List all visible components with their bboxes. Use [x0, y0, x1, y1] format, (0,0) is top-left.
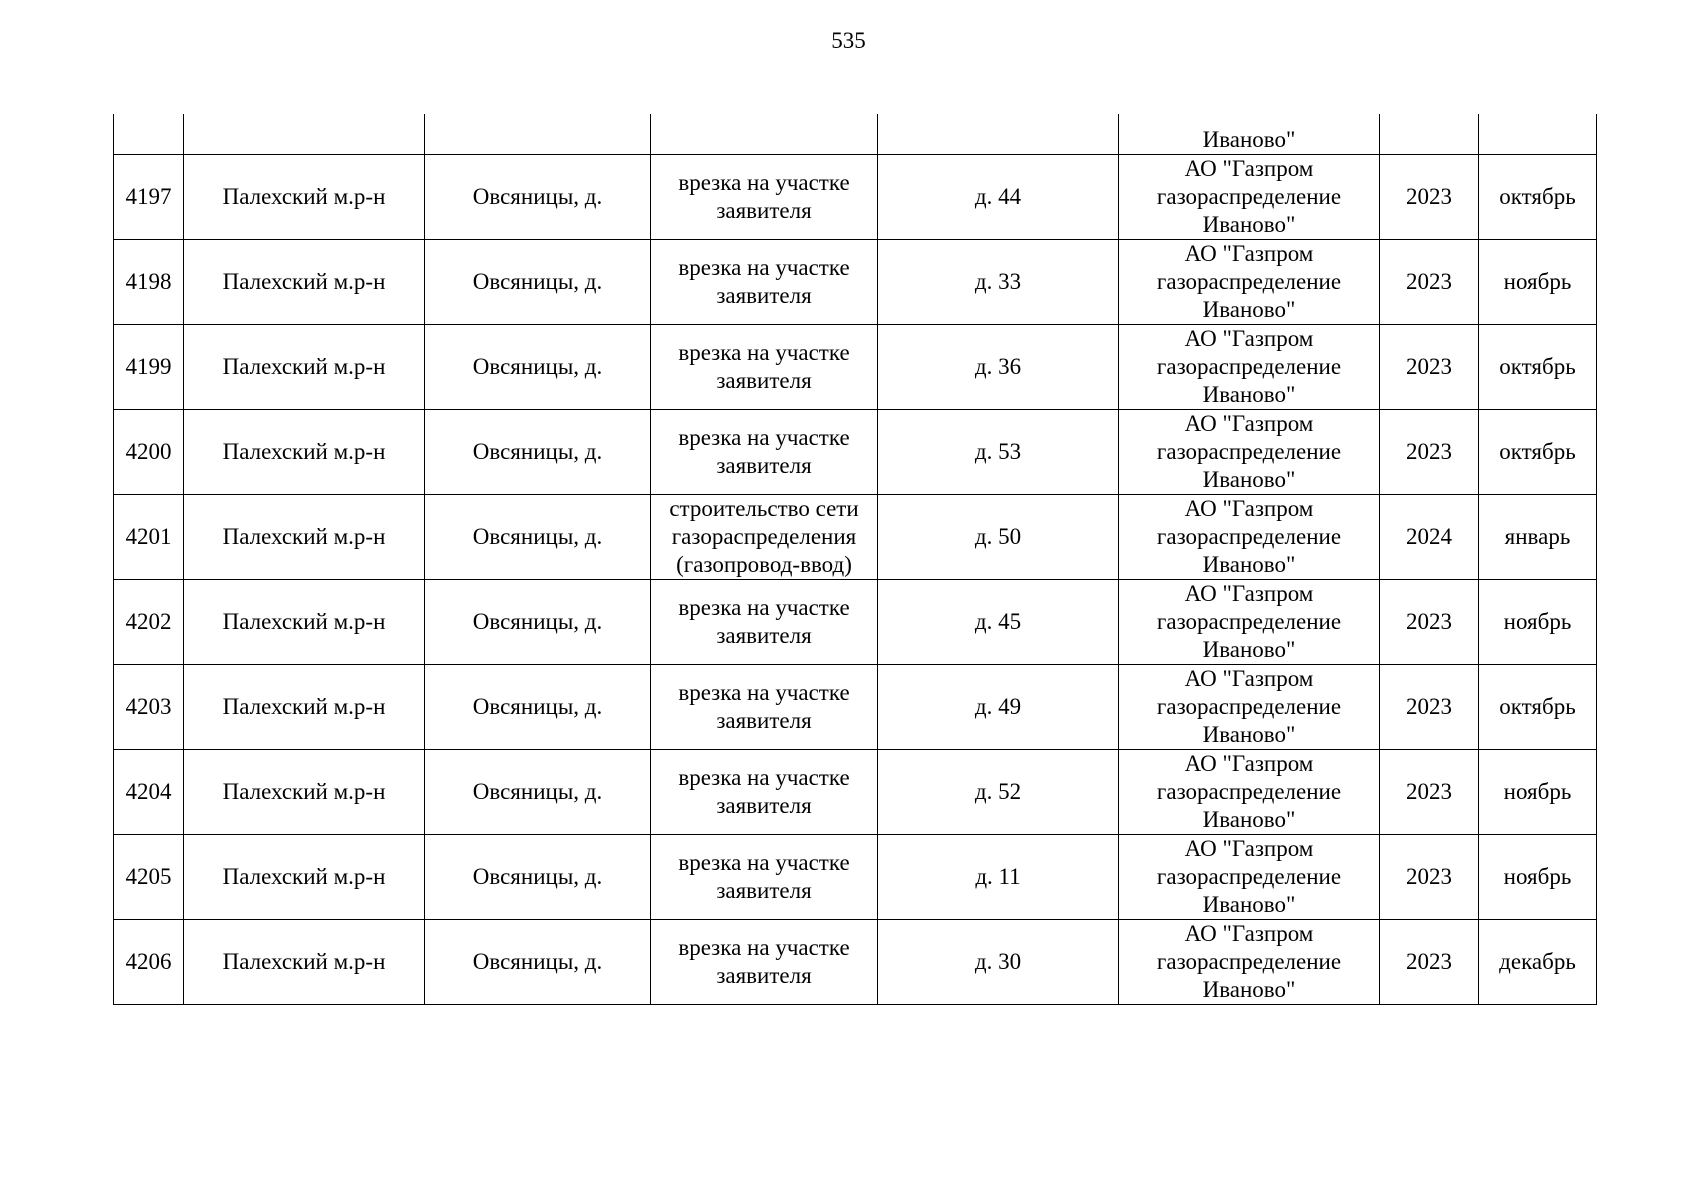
cell-work: [651, 114, 878, 154]
cell-district: Палехский м.р-н: [184, 409, 425, 494]
cell-month: октябрь: [1479, 664, 1597, 749]
table-row: [114, 494, 1597, 579]
cell-num: 4197: [114, 154, 184, 239]
table-row: [114, 154, 1597, 239]
cell-work: врезка на участке заявителя: [651, 749, 878, 834]
cell-num: 4201: [114, 494, 184, 579]
cell-address: д. 52: [878, 749, 1119, 834]
cell-locality: Овсяницы, д.: [425, 324, 651, 409]
cell-org: АО "Газпром газораспределение Иваново": [1119, 834, 1380, 919]
cell-work: строительство сети газораспределения (газопровод-ввод): [651, 494, 878, 579]
cell-num: 4200: [114, 409, 184, 494]
cell-month: ноябрь: [1479, 579, 1597, 664]
cell-num: 4204: [114, 749, 184, 834]
cell-num: 4198: [114, 239, 184, 324]
cell-work: врезка на участке заявителя: [651, 239, 878, 324]
cell-district: Палехский м.р-н: [184, 579, 425, 664]
table-row: [114, 579, 1597, 664]
cell-month: [1479, 114, 1597, 154]
cell-month: октябрь: [1479, 409, 1597, 494]
cell-work: врезка на участке заявителя: [651, 154, 878, 239]
table-body: [114, 114, 1597, 1004]
table-row: [114, 834, 1597, 919]
cell-locality: [425, 114, 651, 154]
cell-month: ноябрь: [1479, 834, 1597, 919]
table-row: [114, 324, 1597, 409]
cell-address: д. 50: [878, 494, 1119, 579]
cell-org: АО "Газпром газораспределение Иваново": [1119, 664, 1380, 749]
data-table: [113, 114, 1597, 1005]
cell-year: 2023: [1380, 154, 1479, 239]
cell-org: АО "Газпром газораспределение Иваново": [1119, 409, 1380, 494]
cell-year: 2023: [1380, 919, 1479, 1004]
cell-district: Палехский м.р-н: [184, 154, 425, 239]
cell-address: д. 49: [878, 664, 1119, 749]
cell-district: Палехский м.р-н: [184, 834, 425, 919]
cell-address: д. 33: [878, 239, 1119, 324]
cell-district: Палехский м.р-н: [184, 239, 425, 324]
cell-work: врезка на участке заявителя: [651, 409, 878, 494]
cell-locality: Овсяницы, д.: [425, 834, 651, 919]
cell-org: АО "Газпром газораспределение Иваново": [1119, 494, 1380, 579]
cell-org: АО "Газпром газораспределение Иваново": [1119, 154, 1380, 239]
cell-address: д. 11: [878, 834, 1119, 919]
cell-year: 2023: [1380, 834, 1479, 919]
table-row: [114, 664, 1597, 749]
cell-locality: Овсяницы, д.: [425, 919, 651, 1004]
cell-address: [878, 114, 1119, 154]
cell-locality: Овсяницы, д.: [425, 409, 651, 494]
page-number: 535: [831, 28, 866, 53]
cell-locality: Овсяницы, д.: [425, 154, 651, 239]
cell-year: 2023: [1380, 749, 1479, 834]
cell-num: 4202: [114, 579, 184, 664]
cell-work: врезка на участке заявителя: [651, 579, 878, 664]
cell-org: АО "Газпром газораспределение Иваново": [1119, 579, 1380, 664]
cell-year: 2023: [1380, 579, 1479, 664]
cell-year: 2024: [1380, 494, 1479, 579]
cell-address: д. 53: [878, 409, 1119, 494]
table-row: [114, 919, 1597, 1004]
cell-year: 2023: [1380, 409, 1479, 494]
cell-month: ноябрь: [1479, 239, 1597, 324]
cell-address: д. 44: [878, 154, 1119, 239]
cell-org: АО "Газпром газораспределение Иваново": [1119, 749, 1380, 834]
cell-num: [114, 114, 184, 154]
cell-work: врезка на участке заявителя: [651, 834, 878, 919]
cell-locality: Овсяницы, д.: [425, 749, 651, 834]
cell-district: Палехский м.р-н: [184, 919, 425, 1004]
cell-work: врезка на участке заявителя: [651, 919, 878, 1004]
cell-month: октябрь: [1479, 324, 1597, 409]
cell-district: [184, 114, 425, 154]
cell-year: [1380, 114, 1479, 154]
cell-work: врезка на участке заявителя: [651, 664, 878, 749]
cell-address: д. 30: [878, 919, 1119, 1004]
table-row: [114, 749, 1597, 834]
cell-address: д. 45: [878, 579, 1119, 664]
cell-year: 2023: [1380, 664, 1479, 749]
cell-locality: Овсяницы, д.: [425, 239, 651, 324]
table-row: [114, 239, 1597, 324]
cell-month: октябрь: [1479, 154, 1597, 239]
cell-org: АО "Газпром газораспределение Иваново": [1119, 239, 1380, 324]
cell-year: 2023: [1380, 239, 1479, 324]
cell-month: ноябрь: [1479, 749, 1597, 834]
cell-locality: Овсяницы, д.: [425, 494, 651, 579]
cell-org: АО "Газпром газораспределение Иваново": [1119, 324, 1380, 409]
cell-address: д. 36: [878, 324, 1119, 409]
cell-locality: Овсяницы, д.: [425, 579, 651, 664]
cell-month: декабрь: [1479, 919, 1597, 1004]
cell-district: Палехский м.р-н: [184, 324, 425, 409]
cell-month: январь: [1479, 494, 1597, 579]
cell-num: 4199: [114, 324, 184, 409]
cell-org: Иваново": [1119, 114, 1380, 154]
table-row: [114, 409, 1597, 494]
cell-num: 4203: [114, 664, 184, 749]
cell-district: Палехский м.р-н: [184, 664, 425, 749]
cell-work: врезка на участке заявителя: [651, 324, 878, 409]
cell-district: Палехский м.р-н: [184, 494, 425, 579]
cell-year: 2023: [1380, 324, 1479, 409]
cell-num: 4206: [114, 919, 184, 1004]
cell-num: 4205: [114, 834, 184, 919]
cell-locality: Овсяницы, д.: [425, 664, 651, 749]
cell-district: Палехский м.р-н: [184, 749, 425, 834]
cell-org: АО "Газпром газораспределение Иваново": [1119, 919, 1380, 1004]
continuation-row: [114, 114, 1597, 154]
